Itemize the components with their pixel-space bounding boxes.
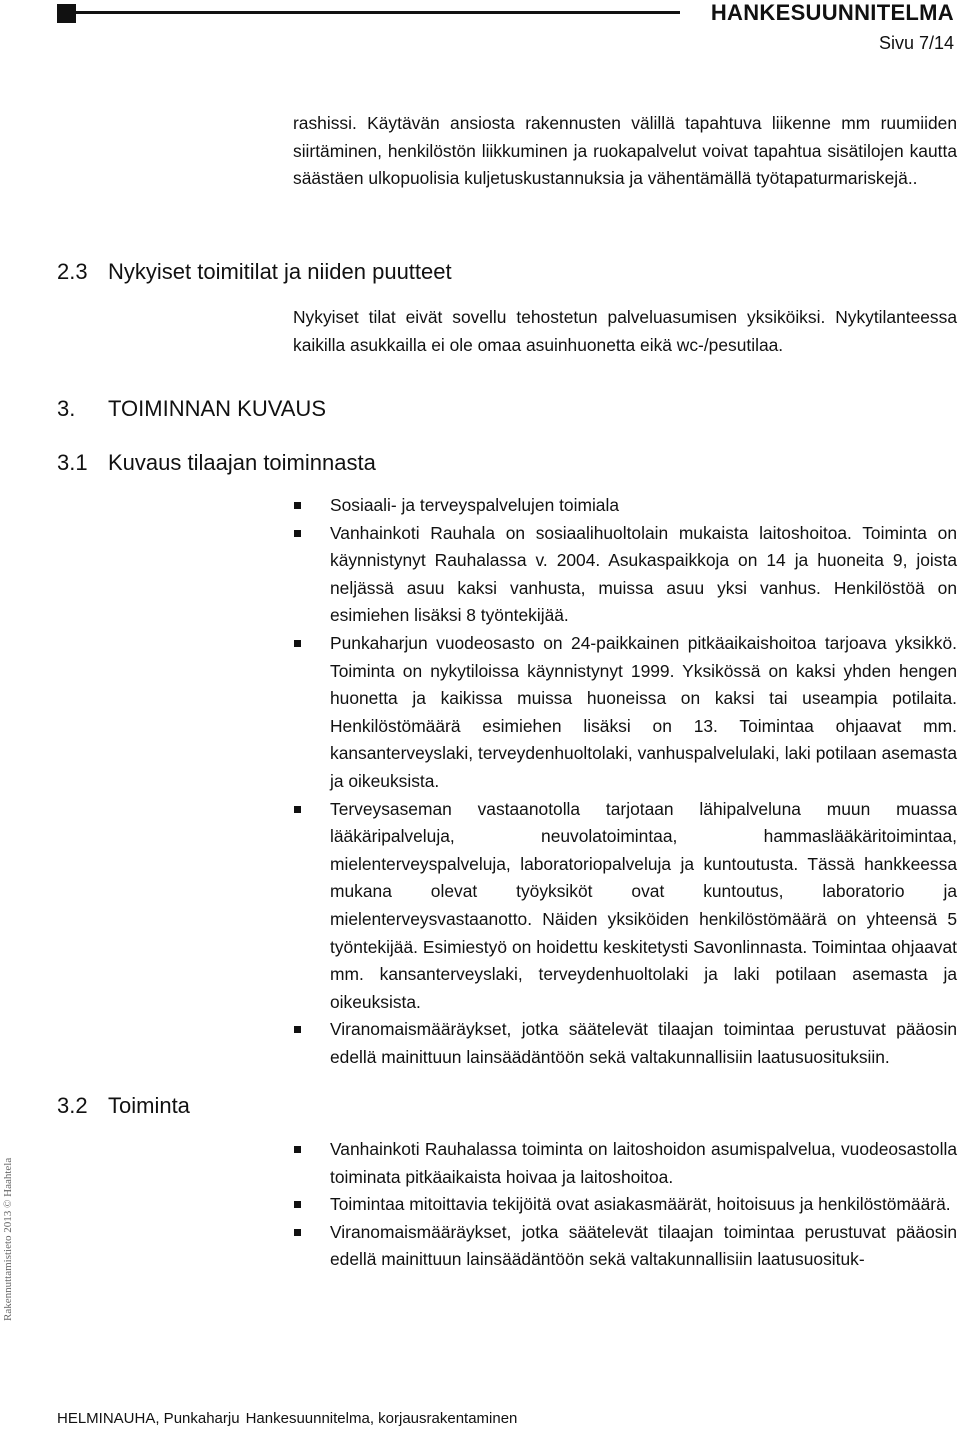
copyright-watermark: Rakennuttamistieto 2013 © Haahtela [2, 1157, 14, 1321]
list-item-text: Viranomaismääräykset, jotka säätelevät tilaajan toimintaa perustuvat pääosin edellä mainittuun lainsäädäntöön sekä valtakunnallisiin laatusuosituksiin. [330, 1019, 957, 1067]
section-number: 2.3 [57, 259, 88, 284]
section-3-heading [57, 396, 326, 422]
square-bullet-icon [294, 530, 301, 537]
header-rule [76, 11, 680, 14]
list-item-text: Sosiaali- ja terveyspalvelujen toimiala [330, 495, 620, 515]
square-bullet-icon [294, 806, 301, 813]
intro-paragraph: rashissi. Käytävän ansiosta rakennusten välillä tapahtuva liikenne mm ruumiiden siirtäminen, henkilöstön liikkuminen ja ruokapalvelut voivat tapahtua sisätilojen kautta säästäen ulkopuolisia kuljetuskustannuksia ja vähentämällä työtapaturmariskejä.. [293, 113, 957, 189]
square-bullet-icon [294, 640, 301, 647]
square-bullet-icon [294, 1229, 301, 1236]
section-title: Toiminta [108, 1093, 190, 1118]
list-item-text: Viranomaismääräykset, jotka säätelevät tilaajan toimintaa perustuvat pääosin edellä mainittuun lainsäädäntöön sekä valtakunnallisiin laatusuosituk- [330, 1221, 957, 1270]
section-number: 3. [57, 396, 76, 421]
list-item-text: Punkaharjun vuodeosasto on 24-paikkainen pitkäaikaishoitoa tarjoava yksikkö. Toiminta on nykytiloissa käynnistynyt 1999. Yksikössä on kaksi yhden hengen huonetta ja kaikissa muissa huoneissa on kaksi tai useampia potilaita. Henkilöstömäärä esimiehen lisäksi on 13. Toimintaa ohjaavat mm. kansanterveyslaki, terveydenhuoltolaki, vanhuspalvelulaki, laki potilaan asemasta ja oikeuksista. [330, 632, 957, 791]
list-item [293, 1136, 957, 1191]
section-title: TOIMINNAN KUVAUS [108, 396, 326, 421]
square-bullet-icon [294, 1026, 301, 1033]
section-number: 3.1 [57, 450, 88, 475]
list-item [293, 1191, 957, 1219]
list-item [293, 796, 957, 1017]
section-number: 3.2 [57, 1093, 88, 1118]
section-title: Nykyiset toimitilat ja niiden puutteet [108, 259, 452, 284]
section-2-3-heading [57, 259, 452, 285]
list-item-text: Vanhainkoti Rauhala on sosiaalihuoltolain mukaista laitoshoitoa. Toiminta on käynnistynyt Rauhalassa v. 2004. Asukaspaikkoja on 14 ja huoneita 9, joista neljässä asuu kaksi vanhusta, muissa asuu yksi vanhus. Henkilöstöä on esimiehen lisäksi 8 työntekijää. [330, 522, 957, 626]
list-item-text: Terveysaseman vastaanotolla tarjotaan lähipalveluna muun muassa lääkäripalveluja, neuvolatoimintaa, hammaslääkäritoimintaa, mielenterveyspalveluja, laboratoriopalveluja ja kuntoutusta. Tässä hankkeessa mukana olevat työyksiköt ovat kuntoutus, laboratorio ja mielenterveysvastaanotto. Näiden yksiköiden henkilöstömäärä on yhteensä 5 työntekijää. Esimiestyö on hoidettu keskitetysti Savonlinnasta. Toimintaa ohjaavat mm. kansanterveyslaki, terveydenhuoltolaki ja laki potilaan asemasta ja oikeuksista. [330, 798, 957, 1012]
document-title: HANKESUUNNITELMA [710, 0, 954, 25]
list-item [293, 1219, 957, 1274]
list-item-text: Toimintaa mitoittavia tekijöitä ovat asiakasmäärät, hoitoisuus ja henkilöstömäärä. [330, 1194, 951, 1215]
header-square [57, 4, 76, 23]
footer-project: HELMINAUHA, Punkaharju [57, 1410, 240, 1427]
list-item-text: Vanhainkoti Rauhalassa toiminta on laitoshoidon asumispalvelua, vuodeosastolla toiminata pitkäaikaista hoivaa ja laitoshoitoa. [330, 1139, 957, 1187]
page-number: Sivu 7/14 [878, 33, 954, 53]
list-item [293, 520, 957, 630]
list-item [293, 1016, 957, 1071]
square-bullet-icon [294, 1146, 301, 1153]
square-bullet-icon [294, 502, 301, 509]
section-3-2-bullet-list [293, 1136, 957, 1274]
footer [57, 1410, 517, 1427]
section-3-1-bullet-list [293, 492, 957, 1071]
section-title: Kuvaus tilaajan toiminnasta [108, 450, 376, 475]
list-item [293, 630, 957, 796]
list-item [293, 492, 957, 520]
section-3-1-heading [57, 450, 376, 476]
footer-document: Hankesuunnitelma, korjausrakentaminen [245, 1410, 518, 1427]
square-bullet-icon [294, 1201, 301, 1208]
section-3-2-heading [57, 1093, 190, 1119]
section-2-3-text: Nykyiset tilat eivät sovellu tehostetun palveluasumisen yksiköiksi. Nykytilanteessa kaikilla asukkailla ei ole omaa asuinhuonetta eikä wc-/pesutilaa. [293, 307, 957, 355]
